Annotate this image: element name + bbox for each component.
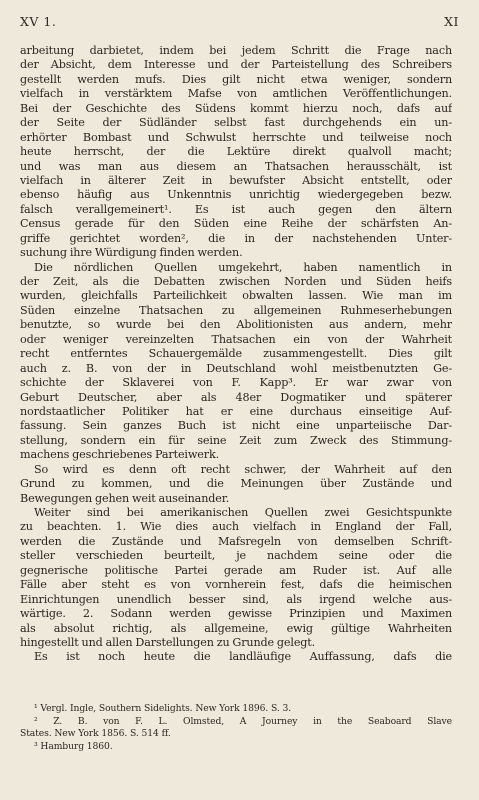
header-left: XV 1. (20, 14, 57, 29)
text-line: wurden, gleichfalls Parteilichkeit obwalten lassen. Wie man im (20, 289, 452, 303)
text-line: der Seite der Südländer selbst fast durchgehends ein un- (20, 116, 452, 130)
body-text (20, 44, 452, 665)
footnotes (20, 703, 452, 753)
text-line: Census gerade für den Süden eine Reihe der schärfsten An- (20, 217, 452, 231)
text-line: steller verschieden beurteilt, je nachdem seine oder die (20, 549, 452, 563)
text-line: schichte der Sklaverei von F. Kapp³. Er war zwar von (20, 376, 452, 390)
text-line: zu beachten. 1. Wie dies auch vielfach in England der Fall, (20, 520, 452, 534)
footnote: ¹ Vergl. Ingle, Southern Sidelights. New York 1896. S. 3. (34, 703, 292, 714)
text-line: Fälle aber steht es von vornherein fest, dafs die heimischen (20, 578, 452, 592)
text-line: So wird es denn oft recht schwer, der Wahrheit auf den (34, 462, 452, 476)
text-line: erhörter Bombast und Schwulst herrschte und teilweise noch (20, 130, 452, 144)
text-line: oder weniger vereinzelten Thatsachen ein von der Wahrheit (20, 332, 452, 346)
text-line: gegnerische politische Partei gerade am Ruder ist. Auf alle (20, 563, 452, 577)
text-line: Geburt Deutscher, aber als 48er Dogmatiker und späterer (20, 390, 452, 404)
text-line: hingestellt und allen Darstellungen zu Grunde gelegt. (20, 635, 316, 649)
text-line: machens geschriebenes Parteiwerk. (20, 448, 219, 462)
text-line: arbeitung darbietet, indem bei jedem Schritt die Frage nach (20, 44, 452, 57)
text-line: stellung, sondern ein für seine Zeit zum Zweck des Stimmung- (20, 433, 452, 447)
text-line: heute herrscht, der die Lektüre direkt qualvoll macht; (20, 145, 452, 159)
footnote: States. New York 1856. S. 514 ff. (20, 728, 171, 739)
page-number: XI (444, 14, 459, 29)
footnote: ³ Hamburg 1860. (34, 740, 113, 752)
text-line: Bei der Geschichte des Südens kommt hierzu noch, dafs auf (20, 101, 452, 115)
text-line: der Absicht, dem Interesse und der Parteistellung des Schreibers (20, 58, 452, 72)
text-line: Die nördlichen Quellen umgekehrt, haben namentlich in (34, 260, 452, 274)
text-line: Bewegungen gehen weit auseinander. (20, 491, 230, 505)
text-line: der Zeit, als die Debatten zwischen Norden und Süden heifs (20, 275, 452, 288)
running-header (20, 14, 459, 29)
text-line: griffe gerichtet worden², die in der nachstehenden Unter- (20, 231, 452, 245)
text-line: falsch verallgemeinert¹. Es ist auch gegen den ältern (20, 202, 452, 216)
text-line: nordstaatlicher Politiker hat er eine durchaus einseitige Auf- (20, 404, 452, 418)
footnote: ² Z. B. von F. L. Olmsted, A Journey in the Seaboard Slave (34, 715, 452, 727)
text-line: benutzte, so wurde bei den Abolitionisten aus andern, mehr (20, 318, 452, 332)
text-line: ebenso häufig aus Unkenntnis unrichtig wiedergegeben bezw. (20, 188, 452, 202)
text-line: als absolut richtig, als allgemeine, ewig gültige Wahrheiten (20, 621, 452, 635)
text-line: wärtige. 2. Sodann werden gewisse Prinzipien und Maximen (20, 607, 452, 621)
text-line: vielfach in verstärktem Mafse von amtlichen Veröffentlichungen. (20, 87, 452, 101)
text-line: Es ist noch heute die landläufige Auffassung, dafs die (34, 650, 452, 664)
text-line: auch z. B. von der in Deutschland wohl meistbenutzten Ge- (20, 361, 452, 375)
text-line: suchung ihre Würdigung finden werden. (20, 246, 243, 260)
text-line: Weiter sind bei amerikanischen Quellen zwei Gesichtspunkte (34, 506, 452, 519)
text-line: recht entferntes Schauergemälde zusammengestellt. Dies gilt (20, 347, 452, 361)
text-line: und was man aus diesem an Thatsachen herausschält, ist (20, 159, 452, 173)
text-line: fassung. Sein ganzes Buch ist nicht eine unparteiische Dar- (20, 419, 452, 433)
text-line: Grund zu kommen, und die Meinungen über Zustände und (20, 477, 452, 491)
text-line: vielfach in älterer Zeit in bewufster Absicht entstellt, oder (20, 173, 452, 187)
text-line: Einrichtungen unendlich besser sind, als irgend welche aus- (20, 592, 452, 606)
text-line: gestellt werden mufs. Dies gilt nicht etwa weniger, sondern (20, 72, 452, 86)
text-line: werden die Zustände und Mafsregeln von demselben Schrift- (20, 534, 452, 548)
text-line: Süden einzelne Thatsachen zu allgemeinen Ruhmeserhebungen (20, 303, 452, 317)
